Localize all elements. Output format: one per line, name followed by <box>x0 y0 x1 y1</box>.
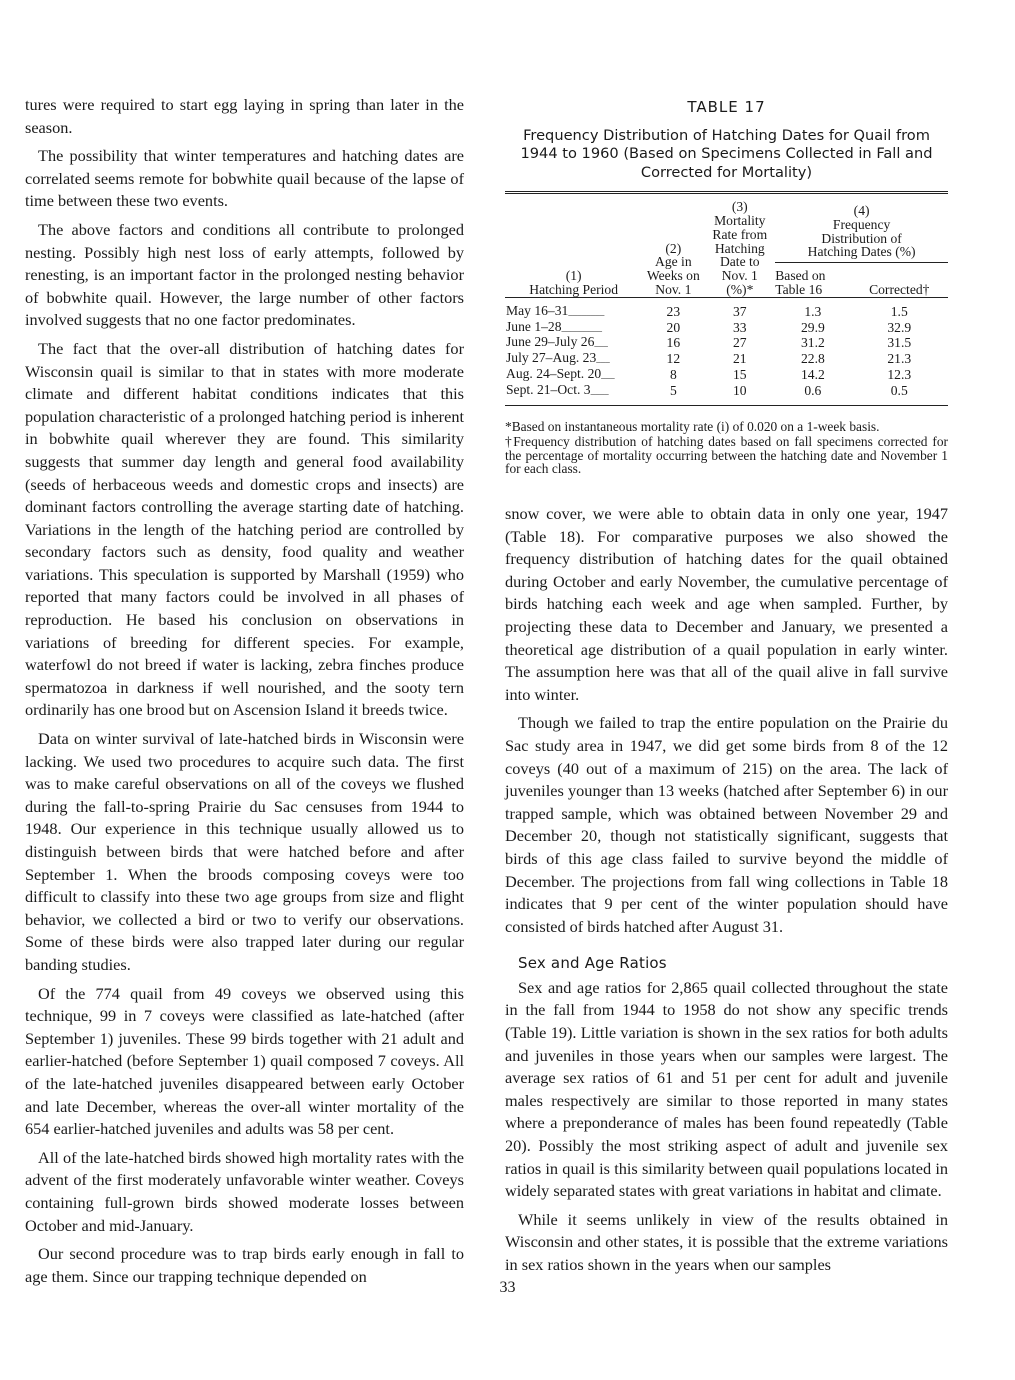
left-paragraph-2: The possibility that winter temperatures and hatching dates are correlated seems remote for bobwhite quail because of the lapse of time between these two events. <box>25 146 464 211</box>
table-row <box>505 367 948 383</box>
period-label: July 27–Aug. 23 <box>506 350 597 366</box>
right-paragraph-4: While it seems unlikely in view of the results obtained in Wisconsin and other states, it is possible that the extreme variations in sex ratios shown in the years when our samples <box>505 1209 948 1274</box>
based-on-cell: 22.8 <box>800 351 825 367</box>
table-notes <box>505 420 948 476</box>
based-on-cell: 14.2 <box>800 366 825 382</box>
table-title: Frequency Distribution of Hatching Dates for Quail from 1944 to 1960 (Based on Specimens Collected in Fall and Corrected for Mortality) <box>520 127 933 181</box>
hatching-period-cell <box>505 351 642 367</box>
header-corrected: Corrected† <box>851 263 948 298</box>
dot-leader: _________ <box>561 322 603 333</box>
period-label: Sept. 21–Oct. 3 <box>506 381 591 397</box>
hatching-table <box>505 194 948 405</box>
based-on-cell: 0.6 <box>804 382 822 398</box>
period-label: Aug. 24–Sept. 20 <box>506 365 602 381</box>
age-cell: 20 <box>666 319 681 335</box>
header-frequency: (4) Frequency Distribution of Hatching Dates (%) <box>807 203 916 260</box>
left-paragraph-4: The fact that the over-all distribution of hatching dates for Wisconsin quail is similar to that in states with more moderate climate and different habitat conditions indicates that this population characteristic of a prolonged hatching period is inherent in bobwhite quail wherever they are found. This similarity suggests that summer day length and general food availability (seeds of herbaceous weeds and domestic crops and insects) are dominant factors controlling the average starting date of hatching. Variations in the length of the hatching period are controlled by secondary factors such as density, food quality and weather variations. This speculation is supported by Marshall (1959) who reported that many factors could be involved in all phases of reproduction. He based his conclusion on observations in variations of breeding for different species. For example, waterfowl do not breed if water is lacking, zebra finches produce spermatozoa in darkness if well nourished, and the sooty tern ordinarily has one brood but on Ascension Island it breeds twice. <box>25 338 464 720</box>
age-cell: 5 <box>669 382 677 398</box>
table-number: TABLE 17 <box>687 98 766 116</box>
mortality-cell: 21 <box>732 351 747 367</box>
hatching-period-cell <box>505 383 642 399</box>
left-paragraph-8: Our second procedure was to trap birds early enough in fall to age them. Since our trapping technique depended on <box>25 1244 464 1286</box>
header-hatching-period: (1) Hatching Period <box>529 268 619 297</box>
mortality-cell: 10 <box>732 382 747 398</box>
period-label: May 16–31 <box>506 302 569 318</box>
table-17 <box>505 98 948 478</box>
left-paragraph-3: The above factors and conditions all contribute to prolonged nesting. Possibly high nest loss of early attempts, followed by renesting, is an important factor in the prolonged nesting behavior of bobwhite quail. However, the large number of other factors involved suggests that no one factor predominates. <box>25 219 464 330</box>
mortality-cell: 37 <box>732 303 747 319</box>
corrected-cell: 0.5 <box>890 382 908 398</box>
hatching-period-cell <box>505 335 642 351</box>
table-row <box>505 383 948 399</box>
corrected-cell: 12.3 <box>887 366 912 382</box>
corrected-cell: 32.9 <box>887 319 912 335</box>
mortality-cell: 27 <box>732 335 747 351</box>
page-number: 33 <box>499 1279 516 1296</box>
dot-leader: ___ <box>596 354 610 365</box>
header-age: (2) Age in Weeks on Nov. 1 <box>646 240 700 297</box>
based-on-cell: 29.9 <box>800 319 825 335</box>
left-paragraph-7: All of the late-hatched birds showed high mortality rates with the advent of the first moderately unfavorable winter weather. Coveys containing full-grown birds showed moderate losses between October and mid-January. <box>25 1147 464 1235</box>
table-body <box>505 304 948 399</box>
table-row <box>505 304 948 320</box>
table-row <box>505 320 948 336</box>
hatching-period-cell <box>505 304 642 320</box>
based-on-cell: 1.3 <box>804 303 822 319</box>
dot-leader: ________ <box>568 306 605 317</box>
corrected-cell: 1.5 <box>890 303 908 319</box>
right-paragraph-1: snow cover, we were able to obtain data in only one year, 1947 (Table 18). For comparative purposes we also showed the frequency distribution of hatching dates for the quail obtained during October and early November, the cumulative percentage of birds hatching each week and age when sampled. Further, by projecting these data to December and January, we presented a theoretical age distribution of a quail population in early winter. The assumption here was that all of the quail alive in fall survive into winter. <box>505 504 948 704</box>
left-paragraph-5: Data on winter survival of late-hatched birds in Wisconsin were lacking. We used two procedures to acquire such data. The first was to make careful observations on all of the coveys we flushed during the fall-to-spring Prairie du Sac censuses from 1944 to 1948. Our experience in this technique usually allowed us to distinguish between birds that were hatched before and after September 1. When the broods composing coveys were too difficult to classify into these two age groups from size and flight behavior, we collected a bird or two to verify our observations. Some of these birds were also trapped later during our regular banding studies. <box>25 729 464 974</box>
left-paragraph-6: Of the 774 quail from 49 coveys we observed using this technique, 99 in 7 coveys were classified as late-hatched (after September 1) juveniles. These 99 birds together with 21 adult and earlier-hatched (before September 1) quail composed 7 coveys. All of the late-hatched juveniles disappeared between early October and late December, whereas the over-all winter mortality of the 654 earlier-hatched juveniles and adults was 58 per cent. <box>25 983 464 1139</box>
period-label: June 29–July 26 <box>506 334 595 350</box>
age-cell: 23 <box>666 303 681 319</box>
based-on-cell: 31.2 <box>800 335 825 351</box>
table-row <box>505 335 948 351</box>
corrected-cell: 21.3 <box>887 351 912 367</box>
table-note-frequency: †Frequency distribution of hatching dates based on fall specimens corrected for the percentage of mortality occurring between the hatching date and November 1 for each class. <box>505 434 948 477</box>
period-label: June 1–28 <box>506 318 562 334</box>
mortality-cell: 33 <box>732 319 747 335</box>
table-row <box>505 351 948 367</box>
right-paragraph-3: Sex and age ratios for 2,865 quail collected throughout the state in the fall from 1944 to 1958 do not show any specific trends (Table 19). Little variation is shown in the sex ratios for both adults and juveniles in those years when our samples were largest. The average sex ratios of 61 and 51 per cent for adult and juvenile males respectively are similar to those reported in many states where a preponderance of males has been found repeatedly (Table 20). Possibly the most striking aspect of adult and juvenile sex ratios in quail is this similarity between quail populations located in widely separated states with great variations in habitat and climate. <box>505 977 948 1201</box>
mortality-cell: 15 <box>732 366 747 382</box>
table-note-mortality: *Based on instantaneous mortality rate (i) of 0.020 on a 1-week basis. <box>505 418 880 434</box>
hatching-period-cell <box>505 320 642 336</box>
right-paragraph-2: Though we failed to trap the entire population on the Prairie du Sac study area in 1947, we did get some birds from 8 of the 12 coveys (40 out of a maximum of 215) on the area. The lack of juveniles younger than 13 weeks (hatched after September 6) in our trapped sample, which was obtained between November 29 and December 20, though not statistically significant, suggests that birds of this age class failed to survive beyond the middle of December. The projections from fall wing collections in Table 18 indicates that 9 per cent of the winter population should have consisted of birds hatched after August 31. <box>505 713 948 936</box>
header-mortality: (3) Mortality Rate from Hatching Date to Nov. 1 (%)* <box>712 199 768 297</box>
dot-leader: ___ <box>594 338 608 349</box>
age-cell: 16 <box>666 335 681 351</box>
age-cell: 12 <box>666 351 681 367</box>
corrected-cell: 31.5 <box>887 335 912 351</box>
age-cell: 8 <box>669 366 677 382</box>
left-paragraph-1: tures were required to start egg laying in spring than later in the season. <box>25 95 464 137</box>
left-column <box>25 94 464 1294</box>
section-heading-sex-age-ratios: Sex and Age Ratios <box>518 954 667 973</box>
right-column <box>505 503 948 1283</box>
hatching-period-cell <box>505 367 642 383</box>
header-based-on: Based on Table 16 <box>775 263 850 298</box>
dot-leader: ___ <box>601 369 615 380</box>
dot-leader: ____ <box>590 385 609 396</box>
